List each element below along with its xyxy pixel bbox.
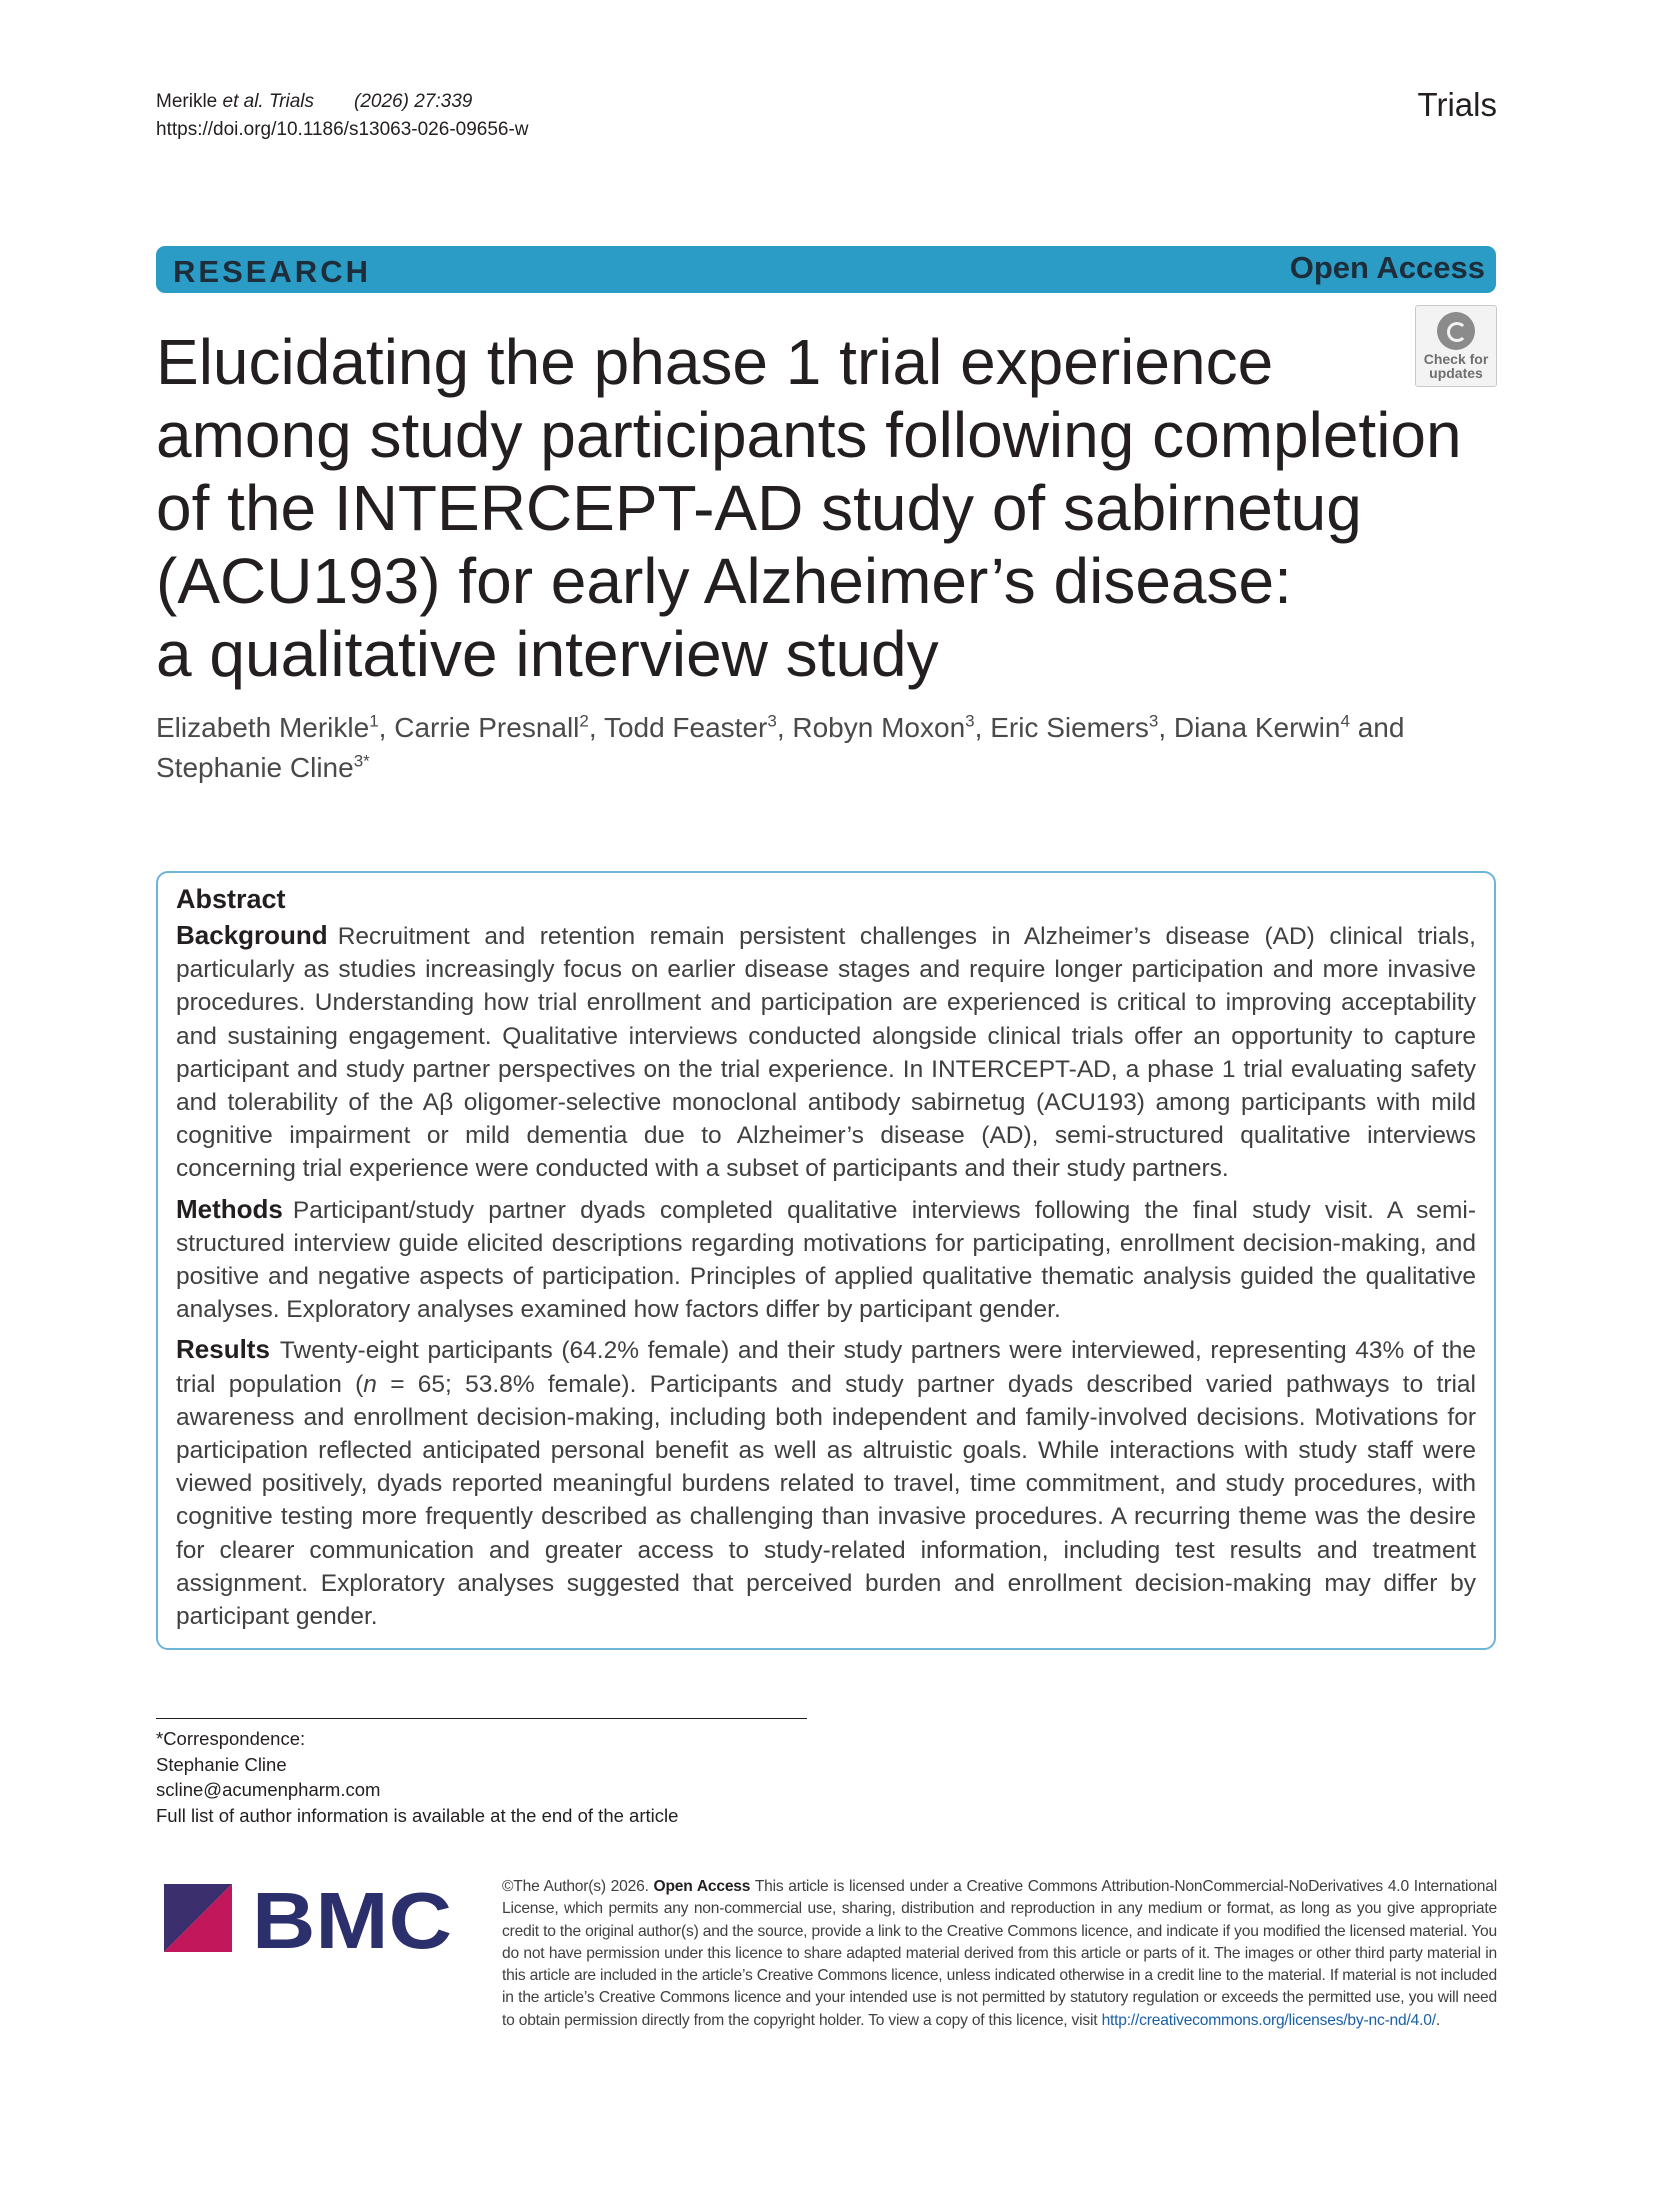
author-affiliation: 2 [579, 711, 589, 731]
licence-text [502, 1876, 1497, 2032]
background-text: Recruitment and retention remain persistent challenges in Alzheimer’s disease (AD) clinical trials, particularly as studies increasingly focus on earlier disease stages and require longer participation and more invasive procedures. Understanding how trial enrollment and participation are experienced is critical to improving acceptability and sustaining engagement. Qualitative interviews conducted alongside clinical trials offer an opportunity to capture participant and study partner perspectives on the trial experience. In INTERCEPT-AD, a phase 1 trial evaluating safety and tolerability of the Aβ oligomer-selective monoclonal antibody sabirnetug (ACU193) among participants with mild cognitive impairment or mild dementia due to Alzheimer’s disease (AD), semi-structured qualitative interviews concerning trial experience were conducted with a subset of participants and their study partners. [176, 923, 1476, 1183]
author-separator: and [1349, 712, 1405, 743]
correspondence-label: *Correspondence: [156, 1728, 306, 1749]
article-title [156, 326, 1496, 691]
abstract-results [176, 1333, 1476, 1633]
bmc-logo-text: BMC [252, 1880, 452, 1956]
doi-link[interactable]: https://doi.org/10.1186/s13063-026-09656-w [156, 119, 529, 140]
methods-text: Participant/study partner dyads completed qualitative interviews following the final study visit. A semi-structured interview guide elicited descriptions regarding motivations for participating, enrollment decision-making, and positive and negative aspects of participation. Principles of applied qualitative thematic analysis guided the qualitative analyses. Exploratory analyses examined how factors differ by participant gender. [176, 1196, 1476, 1324]
author-separator: , [974, 712, 991, 743]
check-for-updates-line1: Check for [1423, 351, 1489, 367]
correspondence-block [156, 1726, 678, 1828]
author-separator: , [588, 712, 604, 743]
author-name[interactable]: Elizabeth Merikle [156, 712, 370, 743]
results-text: = 65; 53.8% female). Participants and study partner dyads described varied pathways to trial awareness and enrollment decision-making, including both independent and family-involved decisions. Motivations for participation reflected anticipated personal benefit as well as altruistic goals. While interactions with study staff were viewed positively, dyads reported meaningful burdens related to travel, time commitment, and study procedures, with cognitive testing more frequently described as challenging than invasive procedures. A recurring theme was the desire for clearer communication and greater access to study-related information, including test results and treatment assignment. Exploratory analyses suggested that perceived burden and enrollment decision-making may differ by participant gender. [176, 1370, 1477, 1631]
journal-name: Trials [1417, 86, 1497, 123]
results-heading: Results [176, 1334, 270, 1365]
author-affiliation: 4 [1340, 711, 1350, 731]
bmc-logo-graphic [164, 1880, 456, 1956]
open-access-label: Open Access [1289, 250, 1485, 285]
abstract-box [156, 871, 1496, 1650]
results-n-symbol: n [363, 1370, 377, 1398]
title-line: among study participants following completion [156, 399, 1462, 471]
citation-header [156, 88, 529, 144]
author-separator: , [1158, 712, 1174, 743]
licence-body: This article is licensed under a Creative Commons Attribution-NonCommercial-NoDerivatives 4.0 International License, which permits any non-commercial use, sharing, distribution and reproduction in any medium or format, as long as you give appropriate credit to the original author(s) and the source, provide a link to the Creative Commons licence, and indicate if you modified the licensed material. You do not have permission under this licence to share adapted material derived from this article or parts of it. The images or other third party material in this article are included in the article’s Creative Commons licence, unless indicated otherwise in a credit line to the material. If material is not included in the article’s Creative Commons licence and your intended use is not permitted by statutory regulation or exceeds the permitted use, you will need to obtain permission directly from the copyright holder. To view a copy of this licence, visit [502, 1878, 1497, 2029]
title-line: (ACU193) for early Alzheimer’s disease: [156, 545, 1292, 617]
author-list [156, 708, 1456, 788]
citation-authors: Merikle [156, 91, 223, 112]
citation-line [156, 88, 529, 116]
correspondence-email[interactable]: scline@acumenpharm.com [156, 1779, 381, 1800]
author-affiliation: 3* [353, 751, 370, 771]
author-affiliation: 3 [767, 711, 777, 731]
author-separator: , [378, 712, 395, 743]
background-heading: Background [176, 920, 328, 950]
author-name[interactable]: Diana Kerwin [1173, 712, 1341, 743]
section-label: RESEARCH [173, 254, 371, 289]
section-banner [156, 246, 1496, 293]
author-affiliation: 3 [1148, 711, 1159, 731]
author-name[interactable]: Robyn Moxon [792, 712, 966, 743]
methods-heading: Methods [176, 1193, 283, 1224]
licence-url-link[interactable]: http://creativecommons.org/licenses/by-nc-nd/4.0/ [1101, 2011, 1436, 2029]
author-affiliation: 3 [965, 711, 975, 731]
bmc-logo[interactable] [164, 1880, 456, 1956]
author-separator: , [776, 712, 793, 743]
correspondence-name: Stephanie Cline [156, 1753, 287, 1775]
citation-volume: (2026) 27:339 [354, 91, 473, 112]
author-name[interactable]: Eric Siemers [990, 712, 1149, 743]
author-info-note: Full list of author information is available at the end of the article [156, 1804, 679, 1826]
copyright-notice: ©The Author(s) 2026. [502, 1878, 649, 1895]
abstract-heading: Abstract [176, 884, 286, 914]
licence-end: . [1435, 2011, 1440, 2029]
citation-journal: et al. Trials [222, 91, 315, 112]
author-name[interactable]: Todd Feaster [603, 712, 768, 743]
author-name[interactable]: Stephanie Cline [156, 752, 354, 783]
author-name[interactable]: Carrie Presnall [394, 712, 580, 743]
author-affiliation: 1 [369, 711, 379, 731]
title-line: a qualitative interview study [156, 618, 939, 690]
licence-open-access: Open Access [653, 1878, 751, 1895]
check-for-updates-line2: updates [1429, 365, 1483, 381]
title-line: of the INTERCEPT-AD study of sabirnetug [156, 472, 1362, 544]
abstract-methods [176, 1193, 1476, 1327]
results-text: Twenty-eight participants (64.2% female) and their study partners were interviewed, representing 43% of the trial population ( [176, 1337, 1476, 1398]
footnote-divider [156, 1718, 807, 1719]
title-line: Elucidating the phase 1 trial experience [156, 326, 1274, 398]
abstract-background [176, 919, 1476, 1186]
